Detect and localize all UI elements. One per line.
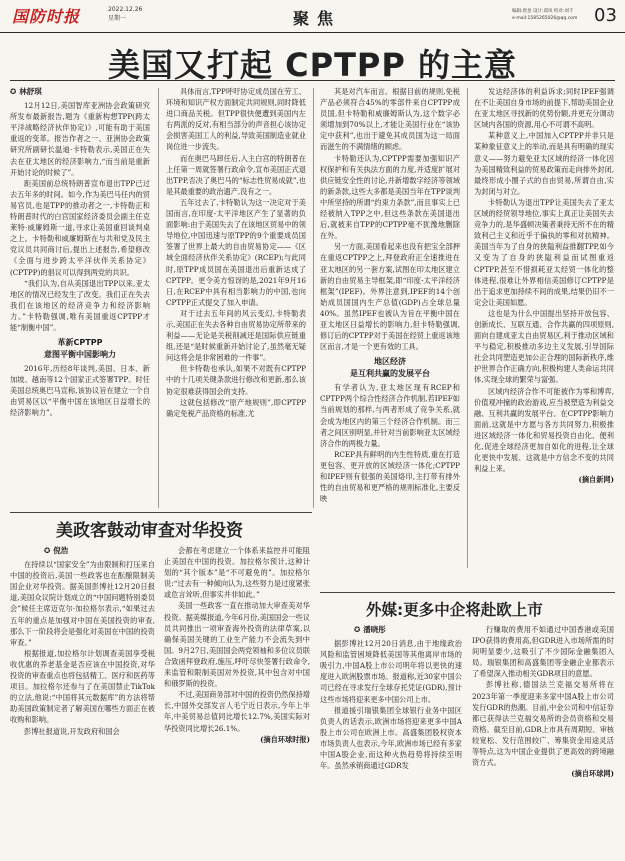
paragraph: “我们认为,自从美国退出TPP以来,亚太地区的情况已经发生了改变。我们正在失去我们在该地区的经济竞争力和经济影响力。”卡特勒强调,唯有美国重返CPTPP才能“制衡中国”。 <box>10 278 150 332</box>
column-divider <box>467 88 468 568</box>
article-3-rule <box>320 592 615 593</box>
main-article-column-1 <box>10 86 150 506</box>
paragraph: 根据报道,加拉格尔计划调查美国享受税收优惠的养老基金是否应该在中国投资,对华投资的审查重点也将包括精工、医疗和医药等项目。加拉格尔还参与了在美国禁止TikTok的立法,他说:“中国将其元数据库”的方法将帮助美国政策制定者了解美国在哪些方面正在被收购和影响。 <box>10 648 155 725</box>
paragraph: 12月12日,美国智库亚洲协会政策研究所发布最新报告,题为《重新构想TPP(跨太平洋战略经济伙伴协定)》,可能有助于美国重返的变革。报告作者之一、亚洲协会政策研究所副研长温迪·卡特勒表示,美国正在失去在亚太地区的经济影响力,“而当前是重新开始讨论的时候了”。 <box>10 101 150 177</box>
main-article-column-4 <box>474 86 614 592</box>
column-divider <box>313 88 314 508</box>
paragraph: 有学者认为,亚太地区现有RCEP和CPTPP两个综合性经济合作机制,若IPEF如当前规划的那样,与两者形成了竞争关系,就会成为地区内的第三个经济合作机制。而三者之间区别明显,并针对当前影响亚太区域经济合作的两极力量。 <box>320 383 460 448</box>
byline-text: 倪浩 <box>53 546 69 555</box>
paragraph: 对于过去五年间的风云变幻,卡特勒表示,美国正在失去各种自由贸易协定所带来的利益——无论是关税削减还是国际供应链重组,还是“是时候重新开始讨论了,虽然毫无疑问这将会是非常困难的一件事”。 <box>166 308 306 363</box>
newspaper-logo: 国防时报 <box>12 7 81 26</box>
subhead-line-1: 地区经济 <box>374 357 406 367</box>
paragraph: 彭博社称,德国法兰克福交易所将在2023年第一季度迎来多家中国A股上市公司发行GDR的热潮。目前,中金公司和中信证券都已获得法兰克福交易所的会员资格和交易资格。截至目前,GDR上市具有周期短、审核较宽松、发行范围较广、筹集资金用途灵活等特点,这为中国企业提供了更高效的跨境融资方式。 <box>472 680 614 768</box>
paragraph: 具体而言,TPP呼吁协定成员国在劳工、环境和知识产权方面制定共同规则,同时降低进口商品关税。但TPP很快便遭到美国内左右两派的反对,有相当部分的声音担心该协定会损害美国工人的利益,导致美国制造业就业岗位进一步流失。 <box>166 87 306 152</box>
paragraph: 报道援引瑞银集团全球银行业务中国区负责人的话表示,欧洲市场将迎来更多中国A股上市公司在欧洲上市。高盛集团股权资本市场负责人也表示,今年,欧洲市场已经有多家中国A股企业,而这种火热趋势将持续至明年。虽然承销商通过GDR发 <box>320 705 462 771</box>
article-3-column-1 <box>320 624 462 858</box>
paragraph: 某种意义上,中国加入CPTPP并非只是某种象征意义上的举动,而是具有明确的现实意义——努力避免亚太区域的经济一体化因为美国精致利益的贸易政策而走向排外封闭,最终形成小圈子式的自由贸易,所谓自由,实为封闭与对立。 <box>474 131 614 196</box>
paragraph: 不过,美国商务部对中国的投资仍然保持增长,中国外交部发言人毛宁近日表示,今年上半年,中美贸易总值同比增长12.7%,美国实际对华投资同比增长26.1%。 <box>164 690 310 733</box>
paragraph: 其是对汽车而言。根据目前的规则,免税产品必须符合45%的零部件来自CPTPP成员国,但卡特勒和威廉姆斯认为,这个数字必须增加到70%以上,才能让美国行业在“该协定中获利”,也出于避免其成员国为这一局面而滋生的不满情绪的顾虑。 <box>320 87 460 152</box>
subhead-cptpp <box>10 337 150 360</box>
byline-text: 潘晓彤 <box>363 625 386 634</box>
issue-date <box>108 5 142 23</box>
paragraph: 另一方面,美国看起来也没有把宝全部押在重返CPTPP之上,拜登政府正全速推进在亚太地区的另一套方案,试图在印太地区建立新的自由贸易主导框架,即“印度-太平洋经济框架”(IPEF)。外界注意到,IPEF的14个创始成员国国内生产总值(GDP)占全球总量40%。虽然IPEF也被认为旨在平衡中国在亚太地区日益增长的影响力,但卡特勒强调,修订后的CPTPP对于美国在经贸上重返该地区而言,才是一个更有效的工具。 <box>320 242 460 352</box>
star-icon: ✪ <box>354 625 361 634</box>
subhead-line-2: 是互利共赢的发展平台 <box>350 368 430 378</box>
star-icon: ✪ <box>10 87 17 96</box>
section-title: 聚焦 <box>293 9 342 28</box>
main-source: (摘自新网) <box>578 475 614 485</box>
paragraph: 这就包括修改“原产地规则”,即CPTPP确定免税产品资格的标准,尤 <box>166 397 306 418</box>
article-3-byline <box>320 624 462 635</box>
paragraph: 卡特勒还认为,CPTPP需要加强知识产权保护和有关执法方面的力度,并适度扩展对供应链安全性的讨论,并新增数字经济等领域的新条款,这些大多都是美国当年在TPP谈判中所坚持的所谓“约束力条款”,而且事实上已经被纳入TPP之中,但这些条款在美国退出后,就被来自TPP的CPTPP毫不犹豫地删除在外。 <box>320 153 460 241</box>
article-2-headline: 美政客鼓动审查对华投资 <box>56 521 243 541</box>
paragraph: 在持续以“国家安全”为由限制和打压来自中国的投资后,美国一些政客也在酝酿限制美国企业对华投资。据美国彭博社12月20日报道,美国众议院计划成立的“中国问题特别委员会”候任主席迈克尔·加拉格尔表示,“如果过去五年的重点是加强对中国在美国投资的审查,那么下一阶段将会是强化对美国在中国的投资审查。” <box>10 560 155 647</box>
article-2-rule <box>10 512 312 513</box>
article-2-source: (摘自环球时报) <box>260 734 310 744</box>
editors-info <box>512 8 592 22</box>
paragraph: 发达经济体的利益诉求;同时IPEF强调在不让美国自身市场的前提下,帮助美国企业在亚太地区寻找新的优势份额,并更充分调动区域内各国的资源,用心不可谓不高明。 <box>474 87 614 130</box>
email-line: e-mail:1585265026@qq.com <box>512 16 578 21</box>
paragraph: 而在奥巴马卸任后,入主白宫的特朗普在上任第一周就签署行政命令,宣布美国正式退出TPP,否决了奥巴马的“标志性贸易成就”,也是其最重要的政治遗产,没有之一。 <box>166 153 306 196</box>
article-3-column-2 <box>472 624 614 858</box>
column-divider <box>158 88 159 508</box>
paragraph: 但卡特勒也承认,如果不对既有CPTPP中的十几项关键条款进行修改和更新,那么该协定很难获得国会的支持。 <box>166 364 306 396</box>
headline-rule <box>10 80 615 81</box>
paragraph: 彭博社报道说,开发政府和国会 <box>24 726 120 736</box>
main-byline <box>10 86 150 97</box>
subhead-line-2: 意图平衡中国影响力 <box>44 349 116 359</box>
paragraph: 距美国前总统特朗普宣布退出TPP已过去五年多的时间。如今,作为美巴马任内的贸易官员,也是TPP的推动者之一,卡特勒正和特朗普时代的白宫国家经济委员会副主任克莱特·威廉姆斯一道,寻求让美国重回谈判桌之上。卡特勒和威廉姆斯在与共和党及民主党议员共同商讨后,提出上述报告,希望修改《全面与进步跨太平洋伙伴关系协定》(CPTPP)的倡议可以得到两党的共识。 <box>10 178 150 277</box>
paragraph: 区域内经济合作不可能被作为零和博弈,价值观冲撞的政治游戏,应当被塑造为利益交融、互利共赢的发展平台。在CPTPP影响力面前,这就是中方愿与各方共同努力,积极推进区域经济一体化和贸易投资自由化、便利化,促进全球经济更加自如化的进程,让全球化更快中发展、这就是中方信念不变的共同利益上来。 <box>474 386 614 474</box>
editors-line: 编辑:唐意 设计:邱凤 校对:刘千 <box>512 9 574 14</box>
article-2-column-2 <box>164 545 310 857</box>
star-icon: ✪ <box>44 546 51 555</box>
weekday-line: 星期一 <box>108 15 127 22</box>
paragraph: 这也是为什么中国提出坚持开放包容、创新成长、互联互通、合作共赢的四项原则,面向自建成亚太自由贸易区,利于推动区域和平与稳定,积极推动多边主义发展,引导国际社会共同塑造更加公正合理的国际新秩序,维护世界合作正确方向,积极构建人类命运共同体,实现全球的繁荣与富强。 <box>474 308 614 385</box>
paragraph: 行赚取的费用不如通过中国香港或美国IPO获得的费用高,但GDR进入市场所需的时间明显要少,这吸引了不少国际金融集团入局。瑞银集团和高盛集团等金融企业都表示了希望深入推动相关GDR项目的意愿。 <box>472 625 614 679</box>
paragraph: 2016年,历经8年谈判,美国、日本、新加坡、越南等12个国家正式签署TPP。时任美国总统奥巴马宣称,该协议旨在建立一个自由贸易区以“平衡中国在该地区日益增长的经济影响力”。 <box>10 364 150 418</box>
paragraph: 美国一些政客一直在推动加大审查美对华投资。据美媒报道,今年6月份,美国国会一些议员共同推出一项审查海外投资的法律草案,以确保美国关键的工业生产能力不会流失到中国。9月27日,美国国会两党领袖和多位议员联合致函拜登政府,施压,呼吁尽快签署行政命令,来监管和限制美国对外投资,其中包含对中国和俄罗斯的投资。 <box>164 601 310 689</box>
paragraph: RCEP具有鲜明的内生性特质,重在打造更包容、更开放的区域经济一体化;CPTPP和IPEF则有很强的美国烙印,主打带有排外性的自由贸易和更严格的规则标准化,主要反映 <box>320 449 460 504</box>
paragraph: 卡特勒认为退出TPP让美国失去了亚太区域的经贸领导地位,事实上真正让美国失去竞争力的,是华盛顿决策者秉持无所不在的精致利己主义和近乎于偏执的零和对抗精神。美国当年为了自身的狭隘利益推翻TPP,如今又变为了自身的狭隘利益而试图重返CPTPP,甚至不惜损耗亚太经贸一体化的整体进程,很难让外界相信美国修订CPTPP是出于追求更加持续不间的成果,结果仍旧不一定会让美国如愿。 <box>474 197 614 307</box>
page-number: 03 <box>594 5 617 26</box>
article-3-source: (摘自环球网) <box>571 769 614 779</box>
article-2-byline <box>10 545 155 556</box>
subhead-regional-economy <box>320 356 460 379</box>
paragraph: 据彭博社12月20日消息,由于地缘政治风险和监管困境降低美国等其他离岸市场的吸引力,中国A股上市公司明年将以更快的速度进入欧洲股票市场。报道称,近30家中国公司已经在寻求发行全球存托凭证(GDR),预计这些市场将迎来更多中国公司上市。 <box>320 639 462 704</box>
main-headline: 美国又打起 CPTPP 的主意 <box>108 46 517 84</box>
masthead <box>0 0 625 33</box>
subhead-line-1: 革新CPTPP <box>57 338 103 348</box>
paragraph: 五年过去了,卡特勒认为这一决定对于美国而言,在印度-太平洋地区产生了显著的负面影响:由于美国失去了在该地区贸易中的领导地位,中国迅速与原TPP的9个重要成员国签署了世界上最大的自由贸易协定——《区域全面经济伙伴关系协定》(RCEP);与此同时,原TPP成员国在美国退出后重新达成了CPTPP。更令美方惊讶的是,2021年9月16日,在RCEP中具有相当影响力的中国,也向CPTPP正式提交了加入申请。 <box>166 197 306 307</box>
main-article-column-2 <box>166 86 306 506</box>
article-3-headline: 外媒:更多中企将赴欧上市 <box>366 601 543 619</box>
article-2-column-1 <box>10 545 155 857</box>
date-line: 2022.12.26 <box>108 6 143 13</box>
byline-text: 林舒琪 <box>19 87 42 96</box>
main-article-column-3 <box>320 86 460 586</box>
paragraph: 会都在考虑建立一个体系来监控并可能阻止美国在中国的投资。加拉格尔预计,这种计划的“其个版本”是“不可避免的”。加拉格尔说:“过去有一种倾向认为,这些努力是过度紧张或危言耸听,但事实并非如此。” <box>164 546 310 600</box>
